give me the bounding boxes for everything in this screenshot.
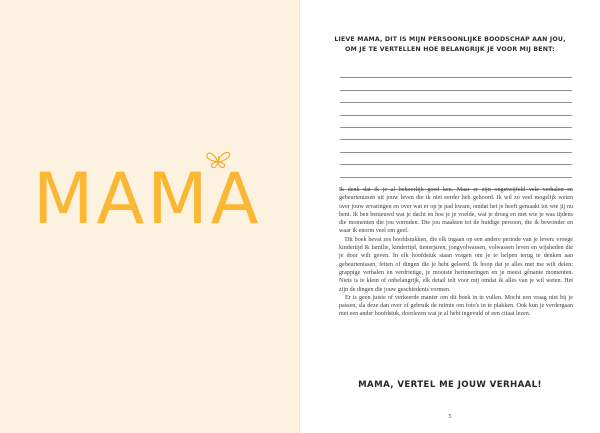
writing-line[interactable] xyxy=(340,165,572,177)
mama-title: MAMA xyxy=(33,158,262,240)
page-number: 5 xyxy=(448,414,452,420)
writing-line[interactable] xyxy=(340,103,572,115)
intro-text xyxy=(339,186,573,319)
heading-line: OM JE TE VERTELLEN HOE BELANGRIJK JE VOOR MIJ BENT: xyxy=(345,46,555,53)
message-heading xyxy=(330,35,570,55)
writing-lines xyxy=(340,66,572,190)
intro-paragraph: Er is geen juiste of verkeerde manier om dit boek in te vullen. Mocht een vraag niet bij je passen, sla deze dan over of gebruik de ruimte om foto's in te plakken. Ook kun je verdergaan met een ander hoofdstuk, doorlezen wat je al hebt ingevuld of een citaat lezen. xyxy=(339,294,573,318)
writing-line[interactable] xyxy=(340,140,572,152)
writing-line[interactable] xyxy=(340,91,572,103)
writing-line[interactable] xyxy=(340,116,572,128)
intro-paragraph: Ik denk dat ik je al behoorlijk goed ken. Maar er zijn ongetwijfeld vele verhalen en gebeurtenissen uit jouw leven die ik niet eerder heb gehoord. Ik wil zo veel mogelijk weten over jouw ervaringen en over wat er op je pad kwam, omdat het je heeft gemaakt tot wie jij nu bent. Ik ben benieuwd wat je dacht en hoe je je voelde, wat je droeg en met wie je was tijdens die momenten die jou vormden. Die jou maakten tot de huidige persoon, die ik bewonder en waar ik enorm veel om geef. xyxy=(339,187,573,235)
heading-line: LIEVE MAMA, DIT IS MIJN PERSOONLIJKE BOODSCHAP AAN JOU, xyxy=(334,36,566,43)
writing-line[interactable] xyxy=(340,128,572,140)
writing-line[interactable] xyxy=(340,78,572,90)
writing-line[interactable] xyxy=(340,153,572,165)
closing-line: MAMA, VERTEL ME JOUW VERHAAL! xyxy=(358,380,542,390)
right-page xyxy=(300,0,600,433)
writing-line[interactable] xyxy=(340,66,572,78)
intro-paragraph: Dit boek bevat zes hoofdstukken, die elk ingaan op een andere periode van je leven: vroege kindertijd & familie, kindertijd, tienerjaren, jongvolwassen, volwassen leven en wijsheden die je door wilt geven. In elk hoofdstuk staan vragen om je te helpen terug te denken aan gebeurtenissen, feiten of dingen die je hebt geleerd. Ik hoop dat je alles met me wilt delen: grappige verhalen en verdrietige, je mooiste herinneringen en je meest gênante momenten. Niets is te klein of onbelangrijk, elk detail telt voor mij omdat ik alles van je wil weten. Het zijn de dingen die jouw geschiedenis vormen. xyxy=(339,236,573,293)
